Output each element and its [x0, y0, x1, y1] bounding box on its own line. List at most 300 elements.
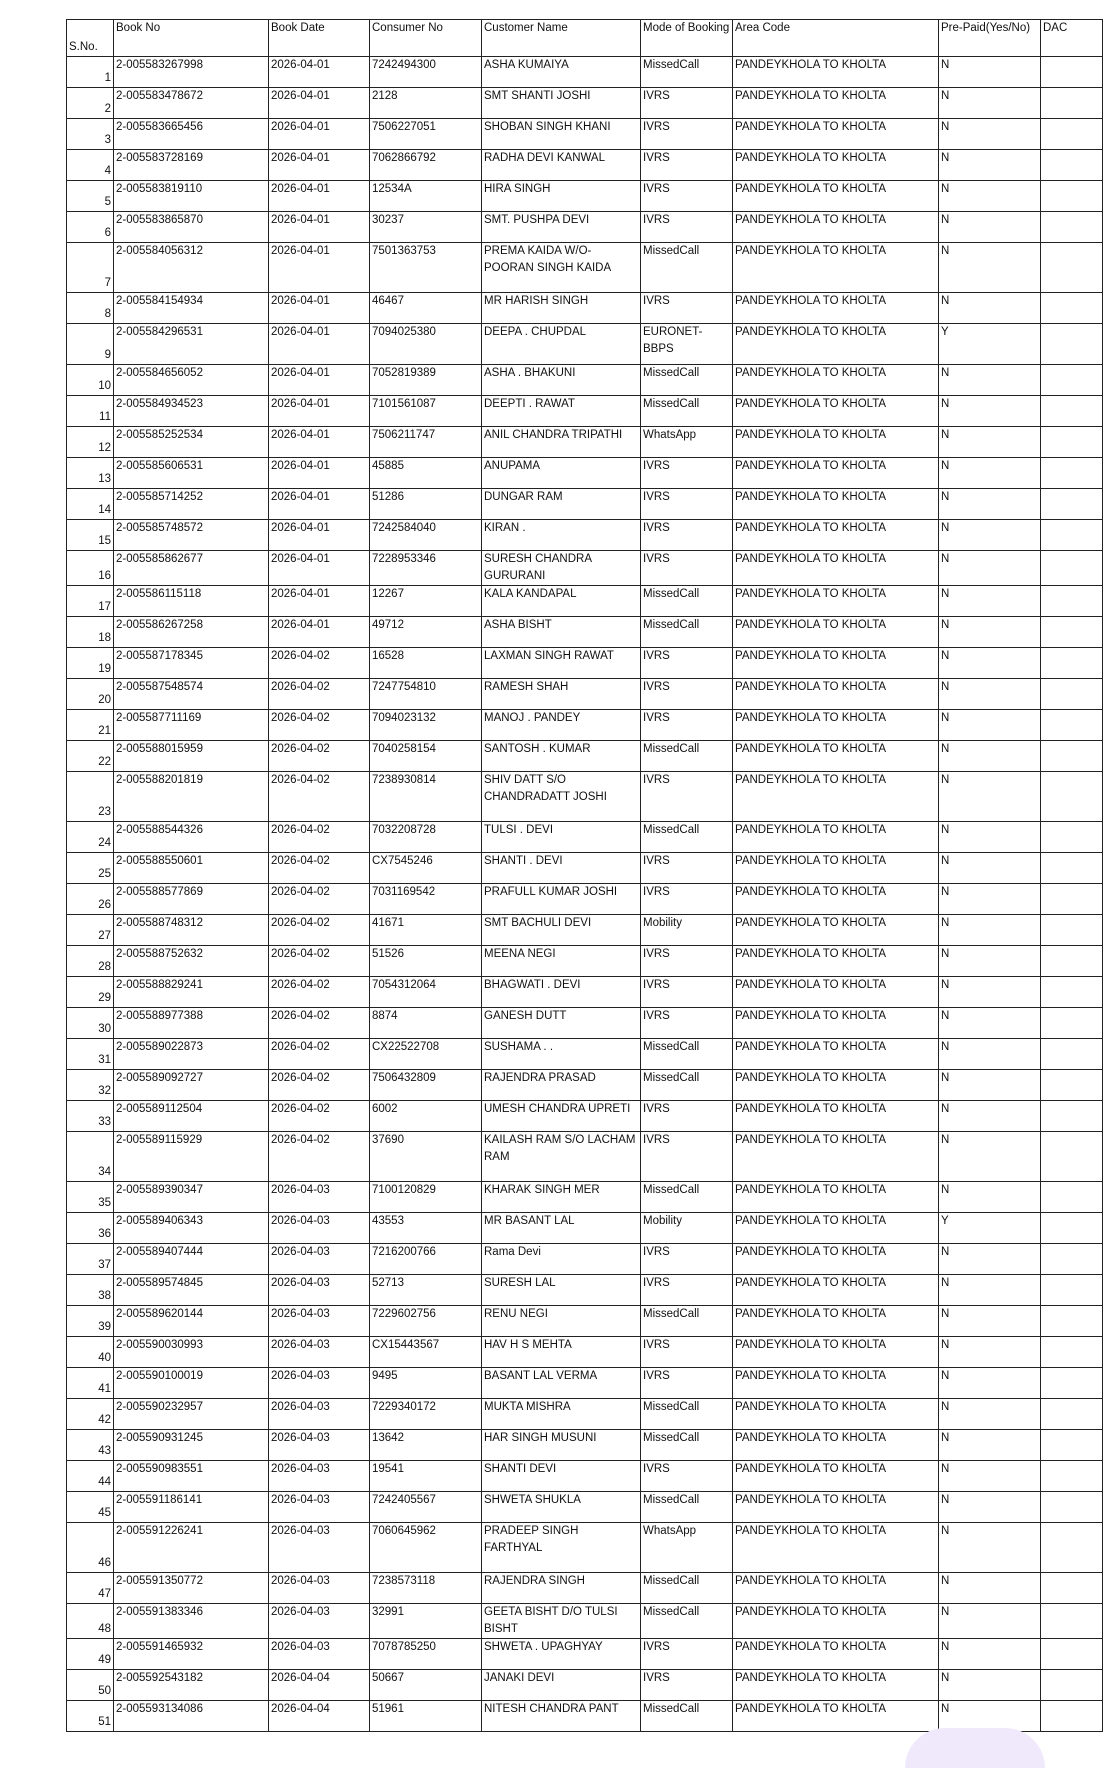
row-prepaid: N: [939, 1039, 1041, 1070]
row-dac: [1041, 1399, 1103, 1430]
row-dac: [1041, 1039, 1103, 1070]
booking-sheet: [66, 19, 1068, 1732]
row-sno: 28: [67, 946, 114, 977]
row-book-date: 2026-04-03: [269, 1430, 370, 1461]
row-book-no: 2-005590232957: [114, 1399, 269, 1430]
row-dac: [1041, 1101, 1103, 1132]
row-dac: [1041, 1670, 1103, 1701]
row-consumer-no: 7242405567: [370, 1492, 482, 1523]
row-consumer-no: 7238573118: [370, 1573, 482, 1604]
row-prepaid: N: [939, 458, 1041, 489]
row-area-code: PANDEYKHOLA TO KHOLTA: [733, 822, 939, 853]
row-area-code: PANDEYKHOLA TO KHOLTA: [733, 293, 939, 324]
row-book-date: 2026-04-04: [269, 1701, 370, 1732]
row-consumer-no: 50667: [370, 1670, 482, 1701]
row-mode: IVRS: [641, 1670, 733, 1701]
row-mode: IVRS: [641, 1639, 733, 1670]
row-area-code: PANDEYKHOLA TO KHOLTA: [733, 1368, 939, 1399]
row-customer-name: RAJENDRA SINGH: [482, 1573, 641, 1604]
row-consumer-no: 7078785250: [370, 1639, 482, 1670]
table-row: [67, 1701, 1103, 1732]
row-book-date: 2026-04-03: [269, 1337, 370, 1368]
row-sno: 39: [67, 1306, 114, 1337]
row-sno: 11: [67, 396, 114, 427]
row-consumer-no: 8874: [370, 1008, 482, 1039]
row-area-code: PANDEYKHOLA TO KHOLTA: [733, 1523, 939, 1573]
row-dac: [1041, 150, 1103, 181]
row-dac: [1041, 520, 1103, 551]
row-book-date: 2026-04-01: [269, 617, 370, 648]
row-area-code: PANDEYKHOLA TO KHOLTA: [733, 1461, 939, 1492]
row-consumer-no: 7229340172: [370, 1399, 482, 1430]
row-customer-name: UMESH CHANDRA UPRETI: [482, 1101, 641, 1132]
row-customer-name: DUNGAR RAM: [482, 489, 641, 520]
row-book-no: 2-005593134086: [114, 1701, 269, 1732]
table-row: [67, 427, 1103, 458]
row-book-date: 2026-04-01: [269, 586, 370, 617]
row-area-code: PANDEYKHOLA TO KHOLTA: [733, 648, 939, 679]
row-consumer-no: 7094025380: [370, 324, 482, 365]
row-prepaid: N: [939, 1604, 1041, 1639]
row-customer-name: SUSHAMA . .: [482, 1039, 641, 1070]
row-customer-name: BASANT LAL VERMA: [482, 1368, 641, 1399]
row-mode: IVRS: [641, 772, 733, 822]
row-sno: 14: [67, 489, 114, 520]
row-customer-name: SHANTI DEVI: [482, 1461, 641, 1492]
row-sno: 50: [67, 1670, 114, 1701]
table-body: [67, 57, 1103, 1732]
row-dac: [1041, 551, 1103, 586]
row-book-no: 2-005589115929: [114, 1132, 269, 1182]
row-sno: 2: [67, 88, 114, 119]
row-prepaid: N: [939, 1573, 1041, 1604]
row-customer-name: HAV H S MEHTA: [482, 1337, 641, 1368]
row-book-date: 2026-04-02: [269, 1101, 370, 1132]
row-consumer-no: 7506211747: [370, 427, 482, 458]
table-row: [67, 679, 1103, 710]
row-sno: 10: [67, 365, 114, 396]
row-sno: 18: [67, 617, 114, 648]
row-consumer-no: 7242584040: [370, 520, 482, 551]
table-row: [67, 57, 1103, 88]
row-dac: [1041, 1275, 1103, 1306]
row-book-date: 2026-04-01: [269, 181, 370, 212]
row-area-code: PANDEYKHOLA TO KHOLTA: [733, 946, 939, 977]
row-customer-name: GANESH DUTT: [482, 1008, 641, 1039]
table-row: [67, 1492, 1103, 1523]
row-book-no: 2-005583478672: [114, 88, 269, 119]
row-book-no: 2-005588015959: [114, 741, 269, 772]
row-sno: 23: [67, 772, 114, 822]
row-customer-name: SHWETA . UPAGHYAY: [482, 1639, 641, 1670]
row-customer-name: RAJENDRA PRASAD: [482, 1070, 641, 1101]
row-customer-name: PREMA KAIDA W/O-POORAN SINGH KAIDA: [482, 243, 641, 293]
row-area-code: PANDEYKHOLA TO KHOLTA: [733, 853, 939, 884]
row-book-date: 2026-04-03: [269, 1182, 370, 1213]
row-area-code: PANDEYKHOLA TO KHOLTA: [733, 1101, 939, 1132]
row-customer-name: RADHA DEVI KANWAL: [482, 150, 641, 181]
row-prepaid: N: [939, 212, 1041, 243]
row-mode: IVRS: [641, 1461, 733, 1492]
row-sno: 15: [67, 520, 114, 551]
row-book-no: 2-005588752632: [114, 946, 269, 977]
table-row: [67, 520, 1103, 551]
row-prepaid: N: [939, 181, 1041, 212]
row-customer-name: MR BASANT LAL: [482, 1213, 641, 1244]
row-consumer-no: 9495: [370, 1368, 482, 1399]
row-dac: [1041, 946, 1103, 977]
row-mode: IVRS: [641, 212, 733, 243]
row-prepaid: N: [939, 884, 1041, 915]
row-dac: [1041, 822, 1103, 853]
row-consumer-no: 12267: [370, 586, 482, 617]
row-consumer-no: CX15443567: [370, 1337, 482, 1368]
header-row: [67, 20, 1103, 57]
row-dac: [1041, 293, 1103, 324]
table-row: [67, 853, 1103, 884]
row-sno: 40: [67, 1337, 114, 1368]
row-mode: MissedCall: [641, 1430, 733, 1461]
row-consumer-no: 43553: [370, 1213, 482, 1244]
row-area-code: PANDEYKHOLA TO KHOLTA: [733, 458, 939, 489]
row-sno: 4: [67, 150, 114, 181]
table-row: [67, 212, 1103, 243]
row-dac: [1041, 1244, 1103, 1275]
decorative-shape: [905, 1728, 1045, 1768]
row-book-date: 2026-04-02: [269, 946, 370, 977]
row-dac: [1041, 1337, 1103, 1368]
row-mode: IVRS: [641, 1368, 733, 1399]
row-dac: [1041, 1573, 1103, 1604]
row-dac: [1041, 977, 1103, 1008]
row-sno: 42: [67, 1399, 114, 1430]
row-consumer-no: 7216200766: [370, 1244, 482, 1275]
row-dac: [1041, 212, 1103, 243]
table-row: [67, 1368, 1103, 1399]
table-row: [67, 1182, 1103, 1213]
row-consumer-no: 7228953346: [370, 551, 482, 586]
row-book-date: 2026-04-03: [269, 1399, 370, 1430]
table-row: [67, 489, 1103, 520]
row-dac: [1041, 617, 1103, 648]
row-sno: 26: [67, 884, 114, 915]
row-book-no: 2-005589022873: [114, 1039, 269, 1070]
row-mode: IVRS: [641, 119, 733, 150]
row-book-date: 2026-04-02: [269, 772, 370, 822]
row-prepaid: N: [939, 772, 1041, 822]
row-book-no: 2-005583819110: [114, 181, 269, 212]
row-sno: 49: [67, 1639, 114, 1670]
row-mode: IVRS: [641, 88, 733, 119]
row-dac: [1041, 1008, 1103, 1039]
row-mode: IVRS: [641, 977, 733, 1008]
row-dac: [1041, 1132, 1103, 1182]
row-area-code: PANDEYKHOLA TO KHOLTA: [733, 586, 939, 617]
row-prepaid: N: [939, 396, 1041, 427]
row-book-date: 2026-04-03: [269, 1275, 370, 1306]
row-consumer-no: 32991: [370, 1604, 482, 1639]
row-dac: [1041, 853, 1103, 884]
row-dac: [1041, 679, 1103, 710]
row-prepaid: N: [939, 243, 1041, 293]
row-consumer-no: 7229602756: [370, 1306, 482, 1337]
row-customer-name: SHWETA SHUKLA: [482, 1492, 641, 1523]
row-dac: [1041, 1368, 1103, 1399]
row-book-date: 2026-04-02: [269, 915, 370, 946]
row-prepaid: N: [939, 1368, 1041, 1399]
row-prepaid: N: [939, 520, 1041, 551]
table-row: [67, 88, 1103, 119]
col-header-consumer-no: Consumer No: [370, 20, 482, 57]
row-book-date: 2026-04-01: [269, 396, 370, 427]
row-mode: MissedCall: [641, 1701, 733, 1732]
row-mode: WhatsApp: [641, 1523, 733, 1573]
row-book-date: 2026-04-02: [269, 977, 370, 1008]
col-header-book-date: Book Date: [269, 20, 370, 57]
row-book-date: 2026-04-01: [269, 243, 370, 293]
table-row: [67, 1461, 1103, 1492]
row-area-code: PANDEYKHOLA TO KHOLTA: [733, 1244, 939, 1275]
row-book-no: 2-005584934523: [114, 396, 269, 427]
row-book-date: 2026-04-02: [269, 1070, 370, 1101]
row-prepaid: N: [939, 648, 1041, 679]
row-mode: MissedCall: [641, 1306, 733, 1337]
row-sno: 8: [67, 293, 114, 324]
row-book-no: 2-005589620144: [114, 1306, 269, 1337]
row-book-date: 2026-04-03: [269, 1639, 370, 1670]
row-book-no: 2-005588577869: [114, 884, 269, 915]
row-customer-name: KALA KANDAPAL: [482, 586, 641, 617]
row-sno: 37: [67, 1244, 114, 1275]
table-row: [67, 772, 1103, 822]
row-customer-name: MR HARISH SINGH: [482, 293, 641, 324]
row-mode: MissedCall: [641, 1604, 733, 1639]
table-row: [67, 1670, 1103, 1701]
table-row: [67, 1604, 1103, 1639]
row-book-no: 2-005591465932: [114, 1639, 269, 1670]
row-prepaid: N: [939, 1670, 1041, 1701]
row-mode: Mobility: [641, 915, 733, 946]
row-book-no: 2-005590030993: [114, 1337, 269, 1368]
row-consumer-no: 37690: [370, 1132, 482, 1182]
row-sno: 9: [67, 324, 114, 365]
row-dac: [1041, 1492, 1103, 1523]
row-book-date: 2026-04-02: [269, 1008, 370, 1039]
row-consumer-no: 6002: [370, 1101, 482, 1132]
row-consumer-no: 7052819389: [370, 365, 482, 396]
row-book-no: 2-005589407444: [114, 1244, 269, 1275]
row-book-date: 2026-04-01: [269, 119, 370, 150]
row-book-no: 2-005588544326: [114, 822, 269, 853]
table-row: [67, 243, 1103, 293]
row-mode: MissedCall: [641, 365, 733, 396]
row-customer-name: SHOBAN SINGH KHANI: [482, 119, 641, 150]
row-consumer-no: CX7545246: [370, 853, 482, 884]
row-dac: [1041, 119, 1103, 150]
row-consumer-no: 13642: [370, 1430, 482, 1461]
table-row: [67, 365, 1103, 396]
row-dac: [1041, 1639, 1103, 1670]
row-book-date: 2026-04-01: [269, 324, 370, 365]
row-consumer-no: 7242494300: [370, 57, 482, 88]
row-book-no: 2-005587178345: [114, 648, 269, 679]
row-book-date: 2026-04-01: [269, 520, 370, 551]
row-sno: 29: [67, 977, 114, 1008]
row-consumer-no: 7100120829: [370, 1182, 482, 1213]
row-area-code: PANDEYKHOLA TO KHOLTA: [733, 324, 939, 365]
row-area-code: PANDEYKHOLA TO KHOLTA: [733, 1008, 939, 1039]
table-row: [67, 1070, 1103, 1101]
row-book-no: 2-005588748312: [114, 915, 269, 946]
row-book-date: 2026-04-02: [269, 1132, 370, 1182]
row-mode: IVRS: [641, 181, 733, 212]
row-book-date: 2026-04-01: [269, 551, 370, 586]
row-book-date: 2026-04-03: [269, 1492, 370, 1523]
row-consumer-no: 7054312064: [370, 977, 482, 1008]
row-prepaid: N: [939, 119, 1041, 150]
table-row: [67, 1008, 1103, 1039]
row-dac: [1041, 365, 1103, 396]
row-book-no: 2-005591186141: [114, 1492, 269, 1523]
table-row: [67, 1039, 1103, 1070]
row-prepaid: N: [939, 1244, 1041, 1275]
row-area-code: PANDEYKHOLA TO KHOLTA: [733, 1070, 939, 1101]
row-book-no: 2-005591350772: [114, 1573, 269, 1604]
row-dac: [1041, 88, 1103, 119]
row-mode: IVRS: [641, 293, 733, 324]
row-mode: IVRS: [641, 1008, 733, 1039]
row-book-date: 2026-04-02: [269, 710, 370, 741]
row-dac: [1041, 458, 1103, 489]
row-area-code: PANDEYKHOLA TO KHOLTA: [733, 1430, 939, 1461]
row-sno: 16: [67, 551, 114, 586]
row-area-code: PANDEYKHOLA TO KHOLTA: [733, 1639, 939, 1670]
table-row: [67, 946, 1103, 977]
row-book-no: 2-005587711169: [114, 710, 269, 741]
row-sno: 32: [67, 1070, 114, 1101]
row-consumer-no: 7501363753: [370, 243, 482, 293]
row-mode: MissedCall: [641, 1039, 733, 1070]
row-customer-name: PRADEEP SINGH FARTHYAL: [482, 1523, 641, 1573]
row-dac: [1041, 1701, 1103, 1732]
table-row: [67, 1430, 1103, 1461]
row-mode: IVRS: [641, 458, 733, 489]
row-prepaid: N: [939, 1008, 1041, 1039]
row-sno: 34: [67, 1132, 114, 1182]
row-book-date: 2026-04-03: [269, 1461, 370, 1492]
row-book-date: 2026-04-03: [269, 1306, 370, 1337]
row-book-no: 2-005590100019: [114, 1368, 269, 1399]
row-prepaid: N: [939, 150, 1041, 181]
row-mode: IVRS: [641, 1244, 733, 1275]
row-area-code: PANDEYKHOLA TO KHOLTA: [733, 772, 939, 822]
row-mode: MissedCall: [641, 243, 733, 293]
row-prepaid: N: [939, 489, 1041, 520]
row-book-date: 2026-04-02: [269, 853, 370, 884]
row-prepaid: N: [939, 1306, 1041, 1337]
row-book-date: 2026-04-01: [269, 427, 370, 458]
table-row: [67, 551, 1103, 586]
row-area-code: PANDEYKHOLA TO KHOLTA: [733, 1670, 939, 1701]
row-dac: [1041, 427, 1103, 458]
row-customer-name: GEETA BISHT D/O TULSI BISHT: [482, 1604, 641, 1639]
row-sno: 24: [67, 822, 114, 853]
row-consumer-no: 7040258154: [370, 741, 482, 772]
row-consumer-no: 12534A: [370, 181, 482, 212]
row-prepaid: N: [939, 946, 1041, 977]
row-book-no: 2-005589574845: [114, 1275, 269, 1306]
row-area-code: PANDEYKHOLA TO KHOLTA: [733, 741, 939, 772]
row-mode: IVRS: [641, 551, 733, 586]
row-prepaid: N: [939, 679, 1041, 710]
row-dac: [1041, 243, 1103, 293]
row-book-no: 2-005588201819: [114, 772, 269, 822]
row-consumer-no: 7031169542: [370, 884, 482, 915]
row-area-code: PANDEYKHOLA TO KHOLTA: [733, 551, 939, 586]
row-prepaid: N: [939, 57, 1041, 88]
row-mode: EURONET-BBPS: [641, 324, 733, 365]
row-area-code: PANDEYKHOLA TO KHOLTA: [733, 427, 939, 458]
row-customer-name: PRAFULL KUMAR JOSHI: [482, 884, 641, 915]
row-prepaid: N: [939, 710, 1041, 741]
row-area-code: PANDEYKHOLA TO KHOLTA: [733, 489, 939, 520]
row-book-date: 2026-04-03: [269, 1573, 370, 1604]
row-consumer-no: CX22522708: [370, 1039, 482, 1070]
row-customer-name: ASHA KUMAIYA: [482, 57, 641, 88]
row-consumer-no: 7238930814: [370, 772, 482, 822]
row-book-no: 2-005584154934: [114, 293, 269, 324]
row-book-date: 2026-04-01: [269, 88, 370, 119]
row-prepaid: N: [939, 586, 1041, 617]
row-sno: 35: [67, 1182, 114, 1213]
row-prepaid: N: [939, 977, 1041, 1008]
row-mode: MissedCall: [641, 1573, 733, 1604]
row-customer-name: Rama Devi: [482, 1244, 641, 1275]
row-prepaid: N: [939, 1701, 1041, 1732]
row-area-code: PANDEYKHOLA TO KHOLTA: [733, 150, 939, 181]
row-area-code: PANDEYKHOLA TO KHOLTA: [733, 1182, 939, 1213]
row-book-no: 2-005589390347: [114, 1182, 269, 1213]
row-sno: 22: [67, 741, 114, 772]
row-mode: MissedCall: [641, 741, 733, 772]
row-consumer-no: 16528: [370, 648, 482, 679]
row-mode: MissedCall: [641, 57, 733, 88]
row-area-code: PANDEYKHOLA TO KHOLTA: [733, 212, 939, 243]
table-row: [67, 458, 1103, 489]
row-book-date: 2026-04-01: [269, 458, 370, 489]
row-area-code: PANDEYKHOLA TO KHOLTA: [733, 1573, 939, 1604]
row-prepaid: N: [939, 1132, 1041, 1182]
table-row: [67, 648, 1103, 679]
row-customer-name: NITESH CHANDRA PANT: [482, 1701, 641, 1732]
row-customer-name: ANUPAMA: [482, 458, 641, 489]
row-mode: IVRS: [641, 520, 733, 551]
table-row: [67, 1573, 1103, 1604]
row-sno: 48: [67, 1604, 114, 1639]
row-prepaid: N: [939, 1101, 1041, 1132]
row-prepaid: N: [939, 551, 1041, 586]
col-header-mode: Mode of Booking: [641, 20, 733, 57]
row-customer-name: LAXMAN SINGH RAWAT: [482, 648, 641, 679]
row-customer-name: DEEPTI . RAWAT: [482, 396, 641, 427]
row-consumer-no: 49712: [370, 617, 482, 648]
row-book-no: 2-005583728169: [114, 150, 269, 181]
row-sno: 19: [67, 648, 114, 679]
row-prepaid: N: [939, 1430, 1041, 1461]
row-sno: 17: [67, 586, 114, 617]
row-mode: IVRS: [641, 150, 733, 181]
row-dac: [1041, 772, 1103, 822]
